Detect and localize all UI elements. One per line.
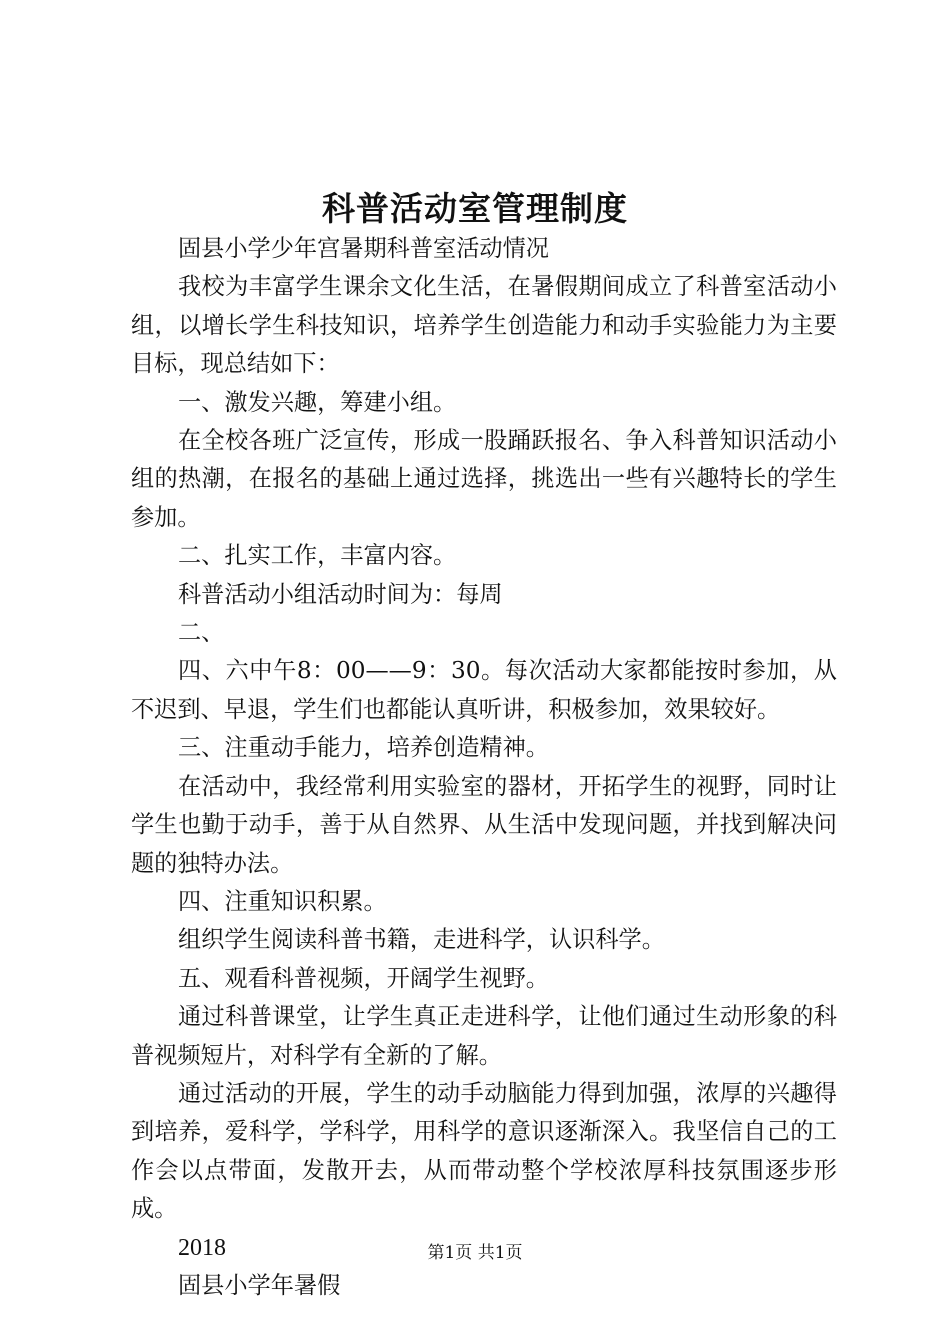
document-body xyxy=(131,230,837,1305)
section-heading-2: 二、扎实工作，丰富内容。 xyxy=(178,542,457,570)
paragraph-schedule: 科普活动小组活动时间为：每周 xyxy=(178,580,503,608)
signature-school: 固县小学年暑假 xyxy=(178,1271,341,1299)
paragraph-schedule-fragment: 二、 xyxy=(178,619,225,647)
section-heading-4: 四、注重知识积累。 xyxy=(178,887,387,915)
paragraph-section-2: 四、六中午8：00——9：30。每次活动大家都能按时参加，从不迟到、早退，学生们也都能认真听讲，积极参加，效果较好。 xyxy=(131,657,837,723)
paragraph-section-3: 在活动中，我经常利用实验室的器材，开拓学生的视野，同时让学生也勤于动手，善于从自然界、从生活中发现问题，并找到解决问题的独特办法。 xyxy=(131,772,837,877)
paragraph-section-5: 通过科普课堂，让学生真正走进科学，让他们通过生动形象的科普视频短片，对科学有全新的了解。 xyxy=(131,1003,837,1069)
paragraph-section-1: 在全校各班广泛宣传，形成一股踊跃报名、争入科普知识活动小组的热潮，在报名的基础上通过选择，挑选出一些有兴趣特长的学生参加。 xyxy=(131,427,837,531)
paragraph-section-4: 组织学生阅读科普书籍，走进科学，认识科学。 xyxy=(178,926,665,954)
paragraph-intro: 我校为丰富学生课余文化生活，在暑假期间成立了科普室活动小组，以增长学生科技知识，培养学生创造能力和动手实验能力为主要目标，现总结如下： xyxy=(131,273,837,378)
page-footer: 第1页 共1页 xyxy=(427,1243,523,1263)
section-heading-1: 一、激发兴趣，筹建小组。 xyxy=(178,388,457,416)
section-heading-3: 三、注重动手能力，培养创造精神。 xyxy=(178,734,549,762)
section-heading-5: 五、观看科普视频，开阔学生视野。 xyxy=(178,964,549,992)
document-title: 科普活动室管理制度 xyxy=(322,189,628,228)
paragraph-subtitle: 固县小学少年宫暑期科普室活动情况 xyxy=(178,235,549,262)
paragraph-conclusion: 通过活动的开展，学生的动手动脑能力得到加强，浓厚的兴趣得到培养，爱科学，学科学，用科学的意识逐渐深入。我坚信自己的工作会以点带面，发散开去，从而带动整个学校浓厚科技氛围逐步形成。 xyxy=(131,1079,837,1223)
signature-year: 2018 xyxy=(178,1234,226,1261)
